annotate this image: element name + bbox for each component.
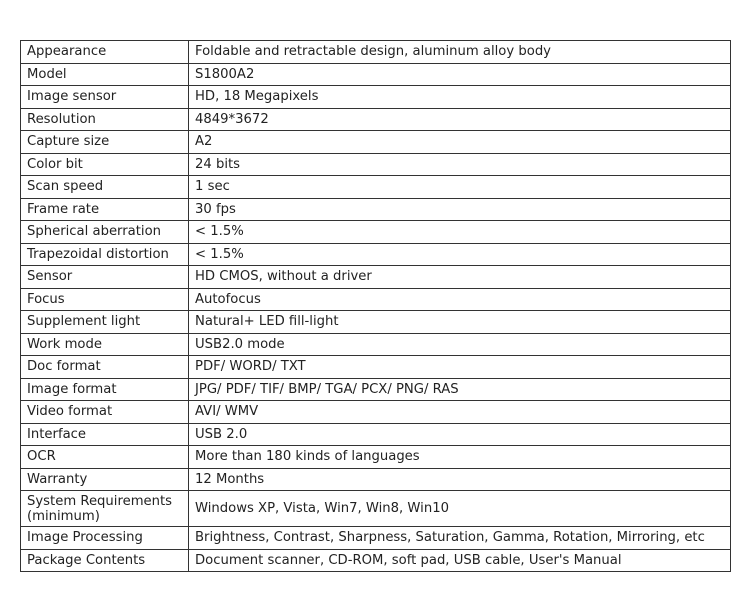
spec-label: Video format [21,401,189,424]
spec-value: 24 bits [189,153,731,176]
table-row [21,356,731,379]
table-row [21,243,731,266]
table-row [21,131,731,154]
spec-label: Work mode [21,333,189,356]
spec-label: System Requirements (minimum) [21,491,189,527]
spec-value: 1 sec [189,176,731,199]
spec-value: Windows XP, Vista, Win7, Win8, Win10 [189,491,731,527]
table-row [21,527,731,550]
spec-value: PDF/ WORD/ TXT [189,356,731,379]
spec-value: 12 Months [189,468,731,491]
table-row [21,108,731,131]
spec-label: OCR [21,446,189,469]
table-row [21,86,731,109]
spec-label: Supplement light [21,311,189,334]
table-row [21,333,731,356]
spec-label: Scan speed [21,176,189,199]
table-row [21,401,731,424]
table-row [21,446,731,469]
spec-label: Doc format [21,356,189,379]
table-row [21,221,731,244]
table-row [21,153,731,176]
table-row [21,41,731,64]
spec-value: USB2.0 mode [189,333,731,356]
spec-value: Autofocus [189,288,731,311]
spec-label: Model [21,63,189,86]
spec-label: Spherical aberration [21,221,189,244]
spec-label: Trapezoidal distortion [21,243,189,266]
spec-value: Natural+ LED fill-light [189,311,731,334]
spec-label: Frame rate [21,198,189,221]
spec-value: Foldable and retractable design, aluminum alloy body [189,41,731,64]
table-row [21,549,731,572]
spec-value: 30 fps [189,198,731,221]
spec-value: HD, 18 Megapixels [189,86,731,109]
table-row [21,378,731,401]
spec-label: Color bit [21,153,189,176]
spec-label: Resolution [21,108,189,131]
table-row [21,63,731,86]
spec-value: JPG/ PDF/ TIF/ BMP/ TGA/ PCX/ PNG/ RAS [189,378,731,401]
spec-label: Sensor [21,266,189,289]
spec-label: Package Contents [21,549,189,572]
table-row [21,311,731,334]
table-row [21,266,731,289]
spec-value: More than 180 kinds of languages [189,446,731,469]
spec-label: Image format [21,378,189,401]
spec-value: S1800A2 [189,63,731,86]
table-row [21,288,731,311]
spec-value: USB 2.0 [189,423,731,446]
spec-value: Document scanner, CD-ROM, soft pad, USB cable, User's Manual [189,549,731,572]
spec-label: Warranty [21,468,189,491]
spec-label: Capture size [21,131,189,154]
spec-value: A2 [189,131,731,154]
table-row [21,176,731,199]
spec-label: Image sensor [21,86,189,109]
table-row [21,468,731,491]
table-row [21,423,731,446]
spec-label: Appearance [21,41,189,64]
spec-label: Interface [21,423,189,446]
spec-value: < 1.5% [189,221,731,244]
spec-label: Image Processing [21,527,189,550]
spec-value: < 1.5% [189,243,731,266]
spec-value: Brightness, Contrast, Sharpness, Saturation, Gamma, Rotation, Mirroring, etc [189,527,731,550]
spec-value: AVI/ WMV [189,401,731,424]
spec-label: Focus [21,288,189,311]
spec-value: HD CMOS, without a driver [189,266,731,289]
table-row [21,491,731,527]
spec-table [20,40,731,572]
spec-value: 4849*3672 [189,108,731,131]
table-row [21,198,731,221]
